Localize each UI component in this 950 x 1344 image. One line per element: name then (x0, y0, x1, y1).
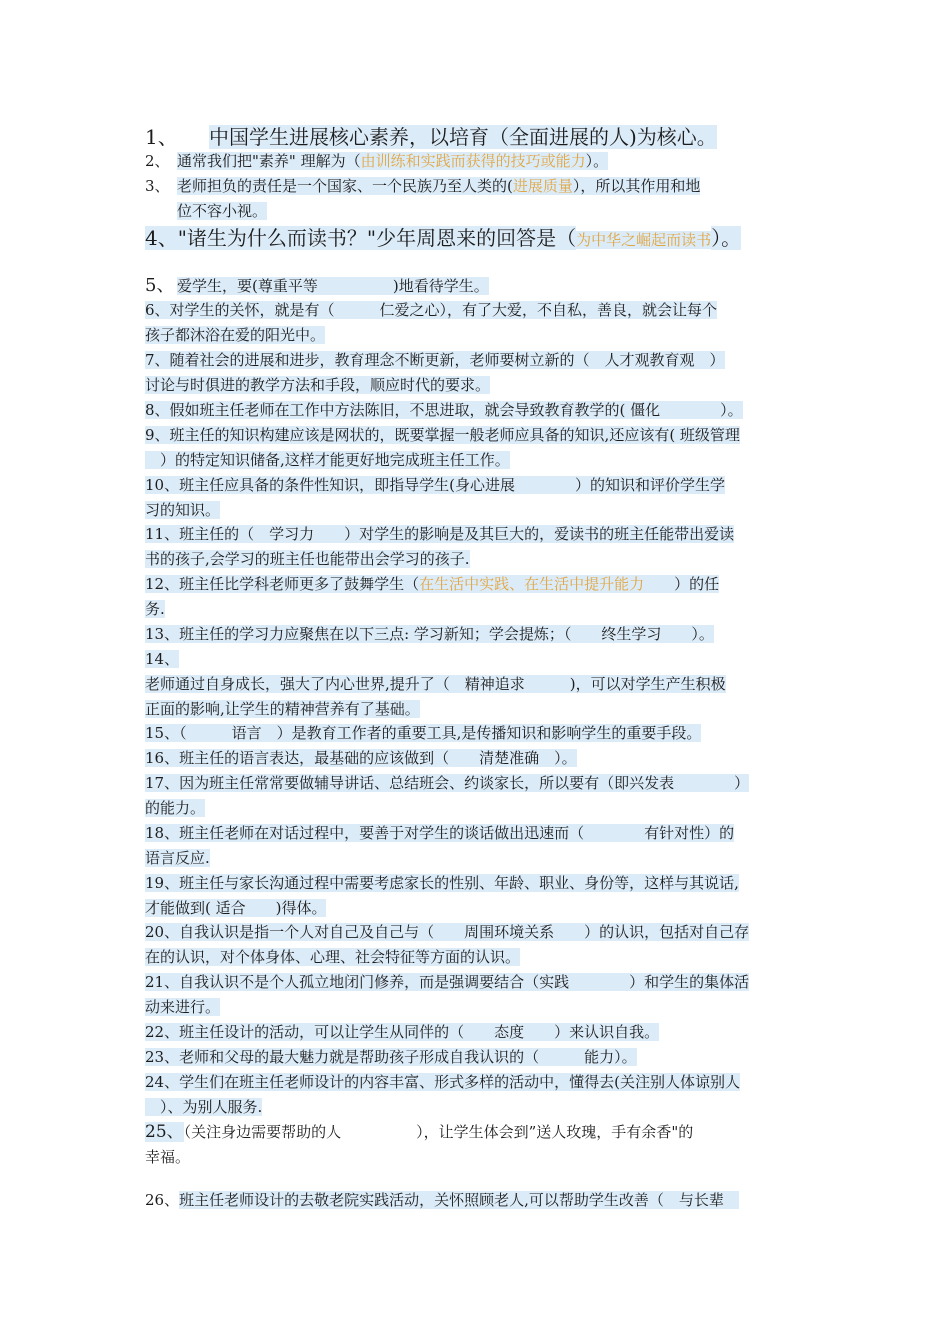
question-text: 动来进行。 (145, 998, 221, 1016)
question-text: 9、班主任的知识构建应该是网状的，既要掌握一般老师应具备的知识,还应该有( 班级管理 (145, 426, 740, 444)
question-number: 26、 (145, 1191, 180, 1209)
question-text: 孩子都沐浴在爱的阳光中。 (145, 326, 326, 344)
question-text: 10、班主任应具备的条件性知识，即指导学生(身心进展 ）的知识和评价学生学 (145, 476, 725, 494)
question-text: 18、班主任老师在对话过程中，要善于对学生的谈话做出迅速而（ 有针对性）的 (145, 824, 735, 842)
question-16 (145, 748, 577, 768)
question-number: 3、 (145, 177, 170, 195)
question-7-line-2 (145, 375, 490, 395)
question-14-line-2 (145, 699, 420, 719)
question-18 (145, 823, 734, 843)
question-text: ）的任 (644, 575, 720, 593)
question-21-line-2 (145, 997, 220, 1017)
question-text: 老师担负的责任是一个国家、一个民族乃至人类的( (177, 177, 513, 195)
question-text: 习的知识。 (145, 501, 221, 519)
question-11 (145, 524, 734, 544)
question-text: ）。 (585, 152, 609, 170)
question-23 (145, 1047, 637, 1067)
question-text: 20、自我认识是指一个人对自己及自己与（ 周围环境关系 ）的认识，包括对自己存 (145, 923, 750, 941)
question-text: 位不容小视。 (177, 202, 268, 220)
question-12 (145, 574, 719, 594)
question-text: 4、"诸生为什么而读书？"少年周恩来的回答是（ (145, 226, 577, 250)
question-text: 24、学生们在班主任老师设计的内容丰富、形式多样的活动中，懂得去(关注别人体谅别人 (145, 1073, 740, 1091)
question-number: 1、 (145, 125, 178, 149)
question-text: 6、对学生的关怀，就是有（ 仁爱之心），有了大爱，不自私，善良，就会让每个 (145, 301, 718, 319)
question-text: 21、自我认识不是个人孤立地闭门修养，而是强调要结合（实践 ）和学生的集体活 (145, 973, 750, 991)
question-text: 在的认识，对个体身体、心理、社会特征等方面的认识。 (145, 948, 521, 966)
question-6-line-2 (145, 325, 325, 345)
question-3-line-2 (177, 201, 267, 221)
question-14-number (145, 649, 179, 669)
question-text: 老师通过自身成长，强大了内心世界,提升了（ 精神追求 )，可以对学生产生积极 (145, 675, 726, 693)
question-24 (145, 1072, 740, 1092)
question-9 (145, 425, 740, 445)
question-9-line-2 (145, 450, 510, 470)
question-text: ）、为别人服务. (145, 1098, 263, 1116)
question-text: 8、假如班主任老师在工作中方法陈旧，不思进取，就会导致教育教学的( 僵化 ）。 (145, 401, 743, 419)
question-20 (145, 922, 749, 942)
question-text: 22、班主任设计的活动，可以让学生从同伴的（ 态度 ）来认识自我。 (145, 1023, 660, 1041)
question-text: 中国学生进展核心素养，以培育（全面进展的人)为核心。 (209, 125, 717, 149)
question-text: 爱学生，要(尊重平等 )地看待学生。 (177, 277, 489, 295)
question-text: 23、老师和父母的最大魅力就是帮助孩子形成自我认识的（ 能力）。 (145, 1048, 637, 1066)
question-number: 2、 (145, 152, 170, 170)
question-text: 7、随着社会的进展和进步，教育理念不断更新，老师要树立新的（ 人才观教育观 ） (145, 351, 725, 369)
answer-text: 由训练和实践而获得的技巧或能力 (360, 152, 586, 170)
question-text: 讨论与时俱进的教学方法和手段，顺应时代的要求。 (145, 376, 491, 394)
question-15 (145, 723, 701, 743)
question-text: ）的特定知识储备,这样才能更好地完成班主任工作。 (145, 451, 510, 469)
question-6 (145, 300, 717, 320)
question-text: ），所以其作用和地 (572, 177, 701, 195)
question-19 (145, 873, 739, 893)
question-10-line-2 (145, 500, 220, 520)
question-text: 12、班主任比学科老师更多了鼓舞学生（ (145, 575, 420, 593)
question-text: 13、班主任的学习力应聚焦在以下三点: 学习新知；学会提炼；（ 终生学习 ）。 (145, 625, 714, 643)
question-25-line-2 (145, 1147, 190, 1167)
question-14 (145, 674, 726, 694)
answer-text: 进展质量 (512, 177, 573, 195)
question-17-line-2 (145, 798, 205, 818)
question-24-line-2 (145, 1097, 262, 1117)
question-13 (145, 624, 714, 644)
question-19-line-2 (145, 898, 326, 918)
question-5 (145, 276, 489, 296)
question-text: ）。 (711, 226, 742, 250)
answer-text: 在生活中实践、在生活中提升能力 (419, 575, 645, 593)
question-21 (145, 972, 749, 992)
question-12-line-2 (145, 599, 165, 619)
question-11-line-2 (145, 549, 470, 569)
question-text: 16、班主任的语言表达，最基础的应该做到（ 清楚准确 ）。 (145, 749, 577, 767)
question-22 (145, 1022, 659, 1042)
question-1 (145, 124, 717, 150)
question-text: 17、因为班主任常常要做辅导讲话、总结班会、约谈家长，所以要有（即兴发表 ） (145, 774, 750, 792)
question-text: 幸福。 (145, 1148, 191, 1166)
answer-text: 为中华之崛起而读书 (576, 231, 712, 249)
question-10 (145, 475, 725, 495)
question-text: 15、（ 语言 ）是教育工作者的重要工具,是传播知识和影响学生的重要手段。 (145, 724, 702, 742)
question-7 (145, 350, 725, 370)
question-4 (145, 225, 741, 253)
question-18-line-2 (145, 848, 210, 868)
question-text: 19、班主任与家长沟通过程中需要考虑家长的性别、年龄、职业、身份等，这样与其说话, (145, 874, 739, 892)
question-text: 正面的影响,让学生的精神营养有了基础。 (145, 700, 420, 718)
question-text: 的能力。 (145, 799, 206, 817)
question-17 (145, 773, 749, 793)
question-number: 5、 (145, 275, 175, 296)
question-text: 通常我们把"素养" 理解为（ (177, 152, 361, 170)
question-text: 务. (145, 600, 165, 618)
question-text: 班主任老师设计的去敬老院实践活动，关怀照顾老人,可以帮助学生改善（ 与长辈 (179, 1191, 739, 1209)
question-number: 14、 (145, 650, 180, 668)
question-text: 11、班主任的（ 学习力 ）对学生的影响是及其巨大的，爱读书的班主任能带出爱读 (145, 525, 735, 543)
question-3 (145, 176, 700, 196)
question-2 (145, 151, 608, 171)
question-text: 语言反应. (145, 849, 210, 867)
question-25 (145, 1122, 693, 1142)
question-text: （关注身边需要帮助的人 ），让学生体会到”送人玫瑰，手有余香"的 (183, 1123, 694, 1141)
question-number: 25、 (145, 1122, 184, 1142)
question-8 (145, 400, 743, 420)
question-20-line-2 (145, 947, 520, 967)
question-text: 才能做到( 适合 )得体。 (145, 899, 327, 917)
question-text: 书的孩子,会学习的班主任也能带出会学习的孩子. (145, 550, 470, 568)
question-26 (145, 1190, 739, 1210)
